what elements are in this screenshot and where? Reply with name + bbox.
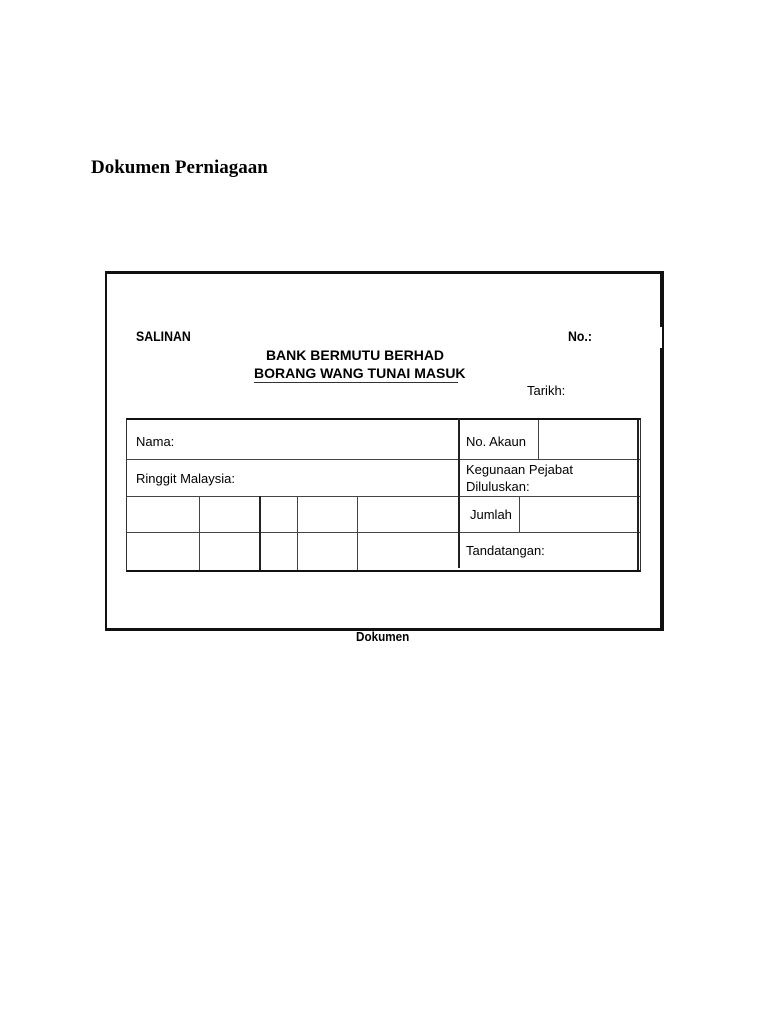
frame-corner-tick — [660, 348, 663, 628]
title-underline — [254, 382, 458, 383]
grid-row-divider — [127, 459, 640, 460]
signature-label: Tandatangan: — [466, 543, 545, 558]
grid-column-divider — [458, 418, 460, 568]
grid-row-divider — [127, 496, 640, 497]
amount-column-divider — [357, 496, 358, 570]
office-use-label: Kegunaan Pejabat — [466, 462, 573, 477]
grid-right-edge — [637, 420, 639, 570]
ringgit-field-label: Ringgit Malaysia: — [136, 471, 235, 486]
account-number-label: No. Akaun — [466, 434, 526, 449]
frame-corner-tick — [660, 271, 663, 327]
form-number-label: No.: — [568, 328, 592, 344]
amount-column-divider — [297, 496, 298, 570]
approved-label: Diluluskan: — [466, 479, 530, 494]
grid-column-divider — [519, 496, 520, 532]
page-title: Dokumen Perniagaan — [91, 157, 268, 178]
date-label: Tarikh: — [527, 383, 566, 398]
figure-caption: Dokumen — [356, 629, 410, 644]
form-name: BORANG WANG TUNAI MASUK — [254, 365, 466, 381]
total-label: Jumlah — [470, 507, 512, 522]
grid-row-divider — [127, 532, 640, 533]
amount-column-divider — [259, 496, 261, 570]
grid-column-divider — [538, 420, 539, 459]
name-field-label: Nama: — [136, 434, 175, 449]
copy-label: SALINAN — [136, 328, 191, 344]
bank-name: BANK BERMUTU BERHAD — [265, 347, 445, 363]
amount-column-divider — [199, 496, 200, 570]
form-grid — [126, 418, 641, 572]
